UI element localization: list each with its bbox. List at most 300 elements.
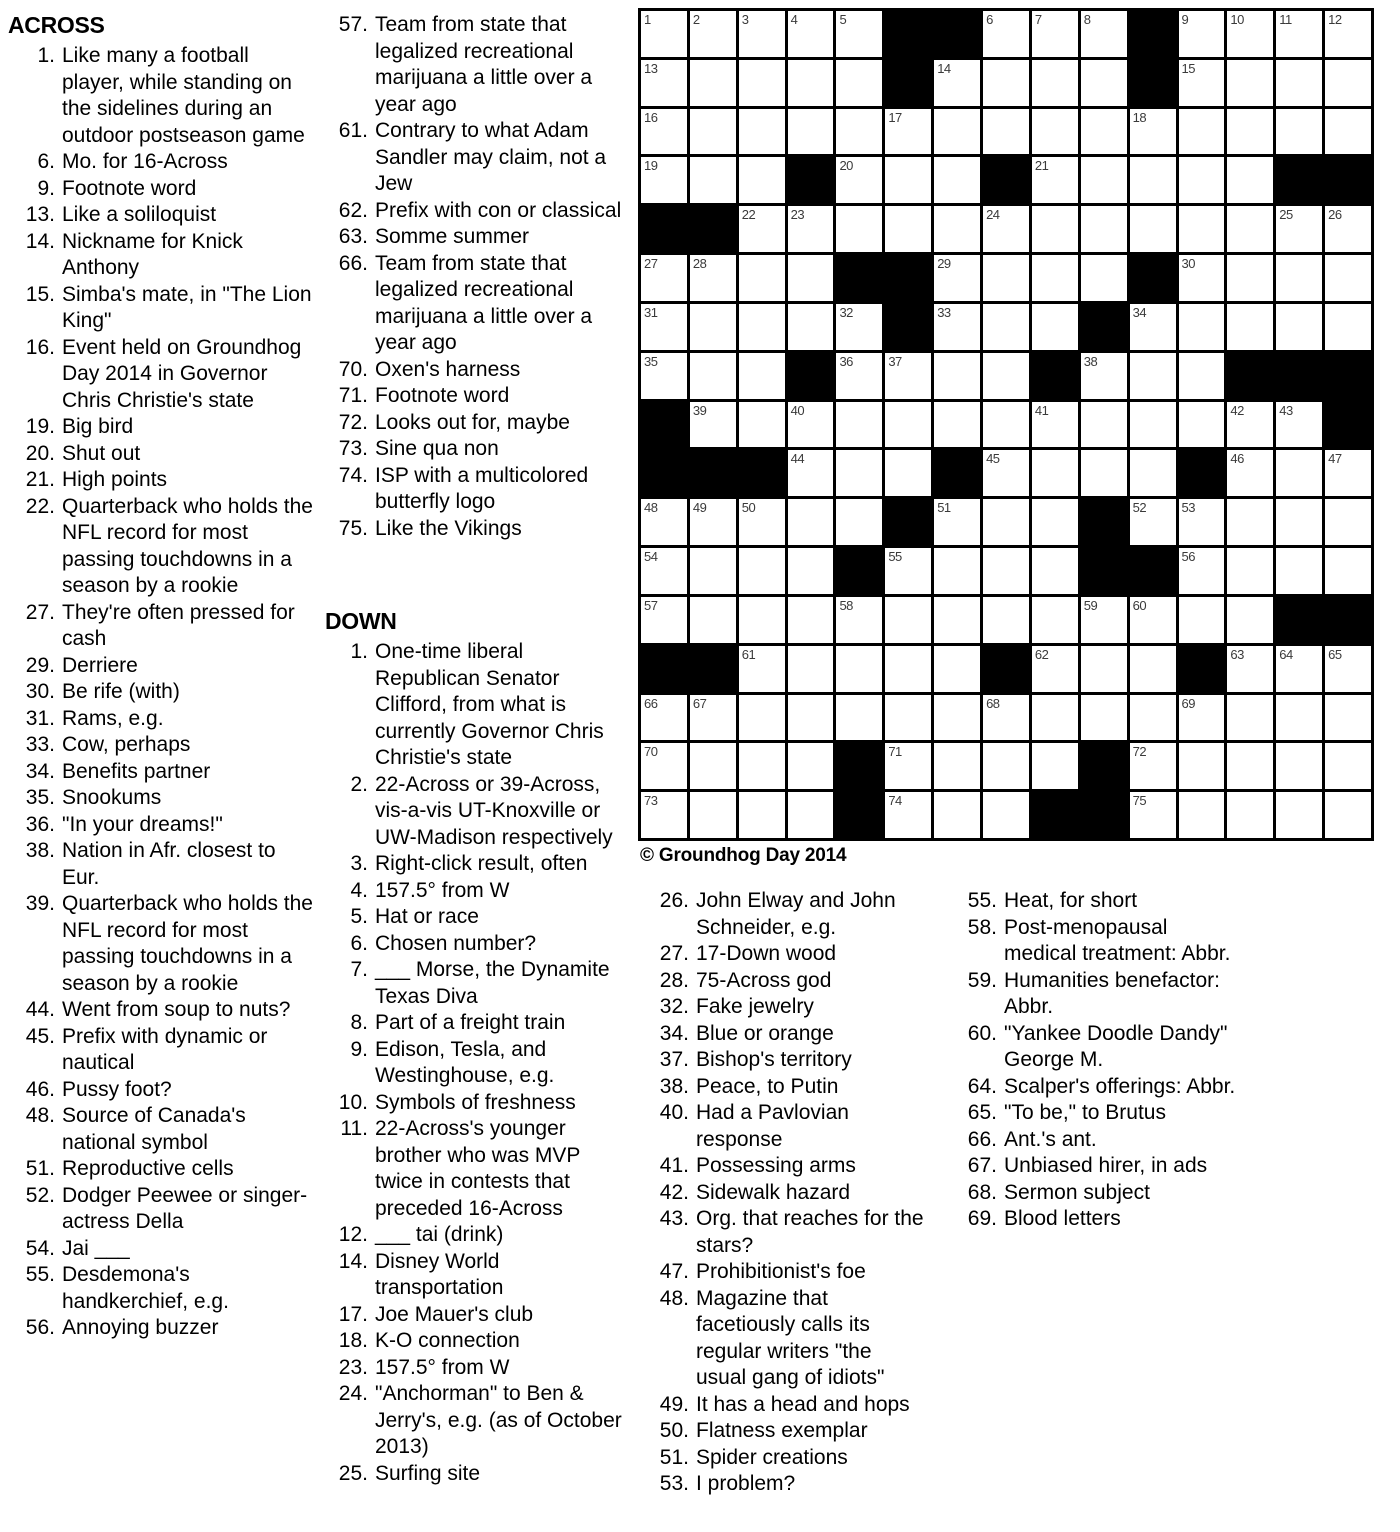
cell-number: 30 [1181,256,1195,272]
cell-number: 16 [644,109,658,125]
grid-cell[interactable] [690,304,736,350]
clue-item [8,202,320,229]
grid-cell[interactable] [641,304,687,350]
grid-cell[interactable] [1276,402,1322,448]
grid-cell[interactable] [1276,109,1322,155]
grid-cell[interactable] [1227,206,1273,252]
down-clue-list-3 [958,888,1268,1233]
grid-cell[interactable] [836,450,882,496]
grid-cell[interactable] [788,499,834,545]
clue-text: Blood letters [1004,1207,1121,1230]
grid-cell[interactable] [788,304,834,350]
grid-cell[interactable] [934,304,980,350]
clue-text: Source of Canada's national symbol [62,1104,246,1154]
grid-cell[interactable] [1276,548,1322,594]
clue-text: Org. that reaches for the stars? [696,1207,924,1257]
grid-cell[interactable] [1227,109,1273,155]
grid-cell[interactable] [1130,304,1176,350]
clue-number: 42. [659,1180,689,1204]
clue-item [325,639,625,772]
grid-cell[interactable] [1179,157,1225,203]
grid-cell[interactable] [1276,499,1322,545]
grid-cell[interactable] [1227,450,1273,496]
cell-number: 42 [1230,402,1244,418]
grid-cell[interactable] [739,402,785,448]
grid-cell-black [885,11,931,57]
grid-cell[interactable] [1325,548,1371,594]
grid-cell[interactable] [739,157,785,203]
grid-cell-black [1179,646,1225,692]
grid-cell[interactable] [739,743,785,789]
clue-item [325,1222,625,1249]
grid-cell[interactable] [1227,792,1273,838]
clue-text: Desdemona's handkerchief, e.g. [62,1263,229,1313]
grid-cell[interactable] [1081,450,1127,496]
clue-text: ___ tai (drink) [375,1223,504,1246]
clue-number: 56. [25,1316,55,1339]
grid-cell[interactable] [690,597,736,643]
clue-text: Annoying buzzer [62,1316,219,1339]
grid-cell[interactable] [1179,255,1225,301]
clue-number: 52. [25,1183,55,1207]
grid-cell[interactable] [885,157,931,203]
clue-text: Big bird [62,415,134,438]
grid-cell[interactable] [885,743,931,789]
grid-cell-black [836,743,882,789]
grid-cell[interactable] [1276,646,1322,692]
clue-number: 5. [350,905,368,928]
grid-cell[interactable] [934,548,980,594]
grid-cell[interactable] [739,548,785,594]
cell-number: 57 [644,597,658,613]
grid-cell[interactable] [1032,695,1078,741]
grid-cell[interactable] [934,597,980,643]
grid-cell[interactable] [788,60,834,106]
cell-number: 36 [839,353,853,369]
grid-cell[interactable] [788,548,834,594]
crossword-grid [638,8,1374,841]
grid-cell[interactable] [690,548,736,594]
grid-cell[interactable] [1032,450,1078,496]
grid-cell[interactable] [1276,792,1322,838]
grid-cell[interactable] [1276,11,1322,57]
grid-cell[interactable] [788,206,834,252]
grid-cell[interactable] [739,646,785,692]
grid-cell[interactable] [1179,548,1225,594]
grid-cell[interactable] [1032,109,1078,155]
clue-number: 41. [659,1154,689,1177]
grid-cell[interactable] [1179,499,1225,545]
clue-text: Hat or race [375,905,479,928]
grid-cell-black [641,646,687,692]
grid-cell[interactable] [788,695,834,741]
grid-cell[interactable] [788,450,834,496]
grid-cell[interactable] [1081,646,1127,692]
grid-cell[interactable] [690,402,736,448]
grid-cell[interactable] [836,304,882,350]
grid-cell-black [934,11,980,57]
grid-cell[interactable] [1227,597,1273,643]
grid-cell[interactable] [1276,60,1322,106]
clue-text: "To be," to Brutus [1004,1101,1166,1124]
grid-cell[interactable] [1179,597,1225,643]
grid-cell[interactable] [1032,402,1078,448]
grid-cell-black [1276,157,1322,203]
grid-cell[interactable] [690,60,736,106]
grid-cell[interactable] [1227,157,1273,203]
grid-cell[interactable] [885,450,931,496]
grid-cell[interactable] [983,402,1029,448]
grid-cell[interactable] [836,157,882,203]
grid-cell[interactable] [1325,695,1371,741]
grid-cell[interactable] [1179,11,1225,57]
grid-cell[interactable] [1130,109,1176,155]
clue-text: "Yankee Doodle Dandy" George M. [1004,1021,1228,1071]
clue-item [958,1206,1268,1233]
grid-cell[interactable] [836,60,882,106]
grid-cell[interactable] [1276,206,1322,252]
grid-cell[interactable] [1227,548,1273,594]
grid-cell[interactable] [885,792,931,838]
clue-number: 16. [25,335,55,359]
grid-cell[interactable] [739,11,785,57]
grid-cell[interactable] [934,743,980,789]
grid-cell[interactable] [1325,304,1371,350]
grid-cell[interactable] [1325,206,1371,252]
grid-cell[interactable] [1227,304,1273,350]
grid-cell[interactable] [885,695,931,741]
grid-cell-black [934,450,980,496]
grid-cell[interactable] [788,109,834,155]
grid-cell[interactable] [934,157,980,203]
grid-cell[interactable] [1032,499,1078,545]
clue-text: Sermon subject [1004,1180,1150,1204]
grid-cell[interactable] [1179,109,1225,155]
grid-cell[interactable] [983,109,1029,155]
grid-cell[interactable] [1227,743,1273,789]
clue-number: 51. [25,1157,55,1180]
clue-text: Team from state that legalized recreational marijuana a little over a year ago [375,251,593,354]
grid-cell[interactable] [1130,792,1176,838]
grid-cell[interactable] [934,109,980,155]
grid-cell[interactable] [1081,597,1127,643]
grid-cell[interactable] [1227,402,1273,448]
grid-cell[interactable] [739,353,785,399]
cell-number: 54 [644,549,658,565]
grid-cell[interactable] [983,597,1029,643]
cell-number: 26 [1328,207,1342,223]
grid-cell[interactable] [788,402,834,448]
grid-cell[interactable] [1179,304,1225,350]
cell-number: 61 [741,646,756,662]
grid-cell[interactable] [1130,353,1176,399]
grid-cell[interactable] [836,109,882,155]
grid-cell[interactable] [1179,353,1225,399]
grid-cell[interactable] [1130,597,1176,643]
grid-cell[interactable] [641,695,687,741]
clue-number: 24. [338,1382,368,1405]
grid-cell[interactable] [690,11,736,57]
grid-cell[interactable] [1227,499,1273,545]
grid-cell[interactable] [1325,743,1371,789]
cell-number: 34 [1132,304,1147,320]
grid-cell[interactable] [1325,60,1371,106]
cell-number: 66 [644,695,658,711]
grid-cell[interactable] [1325,646,1371,692]
grid-cell[interactable] [934,60,980,106]
grid-cell[interactable] [836,402,882,448]
grid-cell[interactable] [641,255,687,301]
grid-cell[interactable] [983,353,1029,399]
clue-number: 40. [659,1101,689,1124]
clue-item [325,957,625,1010]
grid-cell[interactable] [1032,11,1078,57]
grid-cell[interactable] [836,695,882,741]
grid-cell[interactable] [1179,792,1225,838]
clue-text: Team from state that legalized recreational marijuana a little over a year ago [375,13,593,116]
grid-cell[interactable] [836,646,882,692]
clue-number: 29. [25,653,55,677]
clue-text: ___ Morse, the Dynamite Texas Diva [375,958,610,1008]
clue-number: 19. [25,415,55,438]
grid-cell[interactable] [836,206,882,252]
grid-cell[interactable] [1032,60,1078,106]
grid-cell[interactable] [788,792,834,838]
grid-cell[interactable] [1325,109,1371,155]
clue-item [325,251,625,357]
grid-cell[interactable] [739,206,785,252]
grid-cell[interactable] [885,402,931,448]
cell-number: 68 [986,695,1000,711]
grid-cell-black [1130,548,1176,594]
cell-number: 24 [986,207,1000,223]
grid-cell[interactable] [1276,743,1322,789]
grid-cell[interactable] [1130,450,1176,496]
grid-cell[interactable] [1081,11,1127,57]
grid-cell-black [1325,402,1371,448]
grid-cell[interactable] [641,499,687,545]
grid-cell[interactable] [641,11,687,57]
grid-cell[interactable] [885,109,931,155]
grid-cell[interactable] [690,499,736,545]
grid-cell-black [983,157,1029,203]
grid-cell[interactable] [983,206,1029,252]
grid-cell[interactable] [1081,157,1127,203]
grid-cell[interactable] [1227,11,1273,57]
grid-cell[interactable] [1130,206,1176,252]
grid-cell[interactable] [885,597,931,643]
clue-item [958,1074,1268,1101]
clue-number: 44. [25,998,55,1021]
grid-cell[interactable] [885,548,931,594]
cell-number: 8 [1083,12,1091,27]
grid-cell[interactable] [983,548,1029,594]
clue-text: Ant.'s ant. [1004,1127,1097,1151]
grid-cell[interactable] [641,60,687,106]
grid-cell[interactable] [1032,743,1078,789]
grid-cell[interactable] [983,499,1029,545]
grid-cell[interactable] [739,255,785,301]
grid-cell[interactable] [983,255,1029,301]
grid-cell[interactable] [1032,597,1078,643]
grid-cell[interactable] [934,792,980,838]
clue-number: 25. [338,1461,368,1485]
grid-cell[interactable] [739,109,785,155]
grid-cell[interactable] [934,353,980,399]
clue-item [650,888,950,941]
grid-cell[interactable] [1130,743,1176,789]
grid-cell[interactable] [1325,450,1371,496]
grid-cell[interactable] [641,109,687,155]
cell-number: 62 [1034,646,1049,662]
grid-cell[interactable] [1227,60,1273,106]
cell-number: 14 [937,60,951,76]
grid-cell[interactable] [836,499,882,545]
cell-number: 20 [839,158,853,174]
grid-cell[interactable] [836,353,882,399]
grid-cell[interactable] [1130,157,1176,203]
grid-cell[interactable] [1081,60,1127,106]
grid-cell[interactable] [690,792,736,838]
grid-cell[interactable] [934,695,980,741]
clue-item [8,1236,320,1263]
grid-cell[interactable] [1325,255,1371,301]
clue-item [8,679,320,706]
grid-cell[interactable] [1032,206,1078,252]
grid-cell[interactable] [1179,402,1225,448]
grid-cell[interactable] [739,792,785,838]
grid-cell[interactable] [1179,695,1225,741]
grid-cell[interactable] [641,743,687,789]
grid-cell[interactable] [788,597,834,643]
grid-cell[interactable] [1032,304,1078,350]
grid-cell[interactable] [739,304,785,350]
grid-cell[interactable] [1276,695,1322,741]
grid-cell[interactable] [1081,353,1127,399]
grid-cell[interactable] [641,597,687,643]
grid-cell[interactable] [1325,11,1371,57]
grid-cell[interactable] [1130,695,1176,741]
grid-cell-black [1276,597,1322,643]
grid-cell[interactable] [885,646,931,692]
grid-cell[interactable] [690,743,736,789]
grid-cell[interactable] [1081,255,1127,301]
grid-cell[interactable] [983,792,1029,838]
grid-cell[interactable] [641,548,687,594]
clue-text: Fake jewelry [696,995,814,1018]
clue-item [650,1259,950,1286]
grid-cell[interactable] [983,11,1029,57]
grid-cell[interactable] [934,646,980,692]
grid-cell[interactable] [641,792,687,838]
grid-cell[interactable] [983,695,1029,741]
grid-cell[interactable] [1276,304,1322,350]
clue-item [8,43,320,149]
clue-text: Scalper's offerings: Abbr. [1004,1074,1236,1098]
grid-cell[interactable] [836,597,882,643]
grid-cell[interactable] [983,450,1029,496]
grid-cell[interactable] [1032,548,1078,594]
cell-number: 5 [839,12,847,27]
grid-cell[interactable] [739,695,785,741]
cell-number: 45 [986,451,1000,467]
grid-cell[interactable] [1130,646,1176,692]
grid-cell[interactable] [739,60,785,106]
cell-number: 67 [692,695,707,711]
grid-cell[interactable] [934,255,980,301]
grid-cell-black [836,792,882,838]
grid-cell[interactable] [788,646,834,692]
grid-cell[interactable] [1032,646,1078,692]
grid-cell[interactable] [1130,499,1176,545]
grid-cell[interactable] [788,743,834,789]
grid-cell[interactable] [983,743,1029,789]
grid-cell[interactable] [788,11,834,57]
grid-cell[interactable] [934,206,980,252]
grid-cell[interactable] [690,353,736,399]
clue-text: 22-Across or 39-Across, vis-a-vis UT-Knoxville or UW-Madison respectively [375,772,613,849]
clue-item [958,968,1268,1021]
grid-cell[interactable] [1179,206,1225,252]
grid-cell[interactable] [1227,255,1273,301]
clue-number: 30. [25,680,55,703]
grid-cell[interactable] [1325,792,1371,838]
grid-cell[interactable] [1227,646,1273,692]
grid-cell[interactable] [836,11,882,57]
grid-cell[interactable] [1276,450,1322,496]
grid-cell[interactable] [641,157,687,203]
cell-number: 25 [1279,207,1293,223]
grid-cell[interactable] [1227,695,1273,741]
clue-item [958,1100,1268,1127]
grid-cell[interactable] [1081,109,1127,155]
grid-cell[interactable] [641,353,687,399]
grid-cell[interactable] [788,255,834,301]
grid-cell[interactable] [1032,255,1078,301]
grid-cell[interactable] [1130,402,1176,448]
grid-cell-black [1130,11,1176,57]
cell-number: 72 [1132,744,1147,760]
clue-text: Footnote word [375,384,510,407]
clue-number: 74. [338,463,368,487]
grid-cell[interactable] [690,109,736,155]
grid-cell[interactable] [1081,402,1127,448]
grid-cell[interactable] [1179,743,1225,789]
grid-cell[interactable] [1325,499,1371,545]
grid-cell[interactable] [690,695,736,741]
clue-item [325,1116,625,1222]
grid-cell[interactable] [1276,255,1322,301]
clue-item [8,1183,320,1236]
clue-item [958,1127,1268,1154]
grid-cell[interactable] [1179,60,1225,106]
grid-cell[interactable] [739,499,785,545]
grid-cell[interactable] [885,206,931,252]
cell-number: 59 [1083,597,1098,613]
grid-cell[interactable] [1081,206,1127,252]
grid-cell[interactable] [1032,157,1078,203]
grid-cell[interactable] [690,255,736,301]
grid-cell[interactable] [983,304,1029,350]
grid-cell[interactable] [1081,695,1127,741]
grid-cell[interactable] [934,402,980,448]
grid-cell[interactable] [739,597,785,643]
grid-cell[interactable] [983,60,1029,106]
grid-cell[interactable] [934,499,980,545]
clue-text: Chosen number? [375,931,537,955]
grid-cell[interactable] [690,157,736,203]
grid-cell[interactable] [885,353,931,399]
